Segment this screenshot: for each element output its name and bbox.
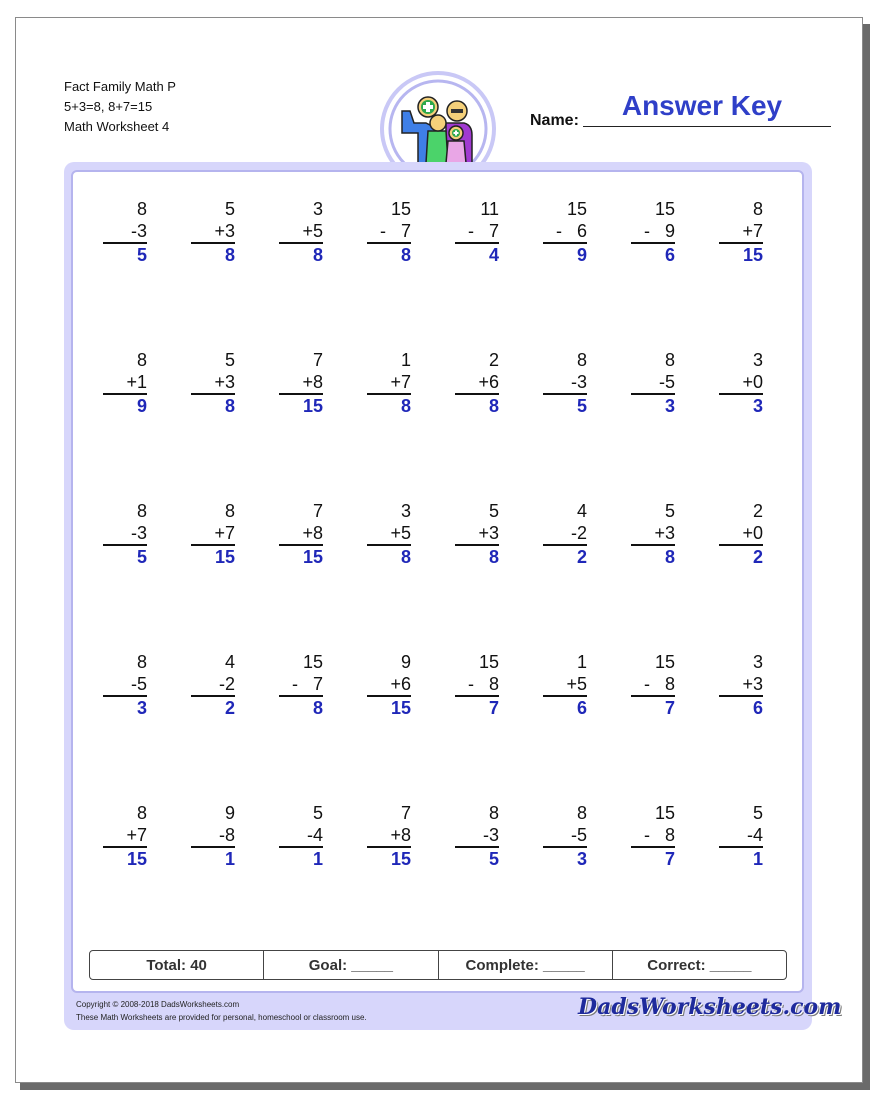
problem-bottom-number: 3 xyxy=(664,523,675,543)
problem-bottom-row xyxy=(719,673,763,695)
problem-bottom-number: 3 xyxy=(576,372,587,392)
problem-operator: - xyxy=(570,372,577,392)
problem-answer: 15 xyxy=(742,245,763,265)
problem-item xyxy=(455,198,499,266)
problem-bottom-number: 7 xyxy=(752,221,763,241)
problem-answer: 7 xyxy=(664,849,675,869)
problem-bottom-row xyxy=(631,522,675,544)
problem-bottom-row xyxy=(367,824,411,846)
problem-bottom-row xyxy=(103,522,147,544)
usage-notice: These Math Worksheets are provided for personal, homeschool or classroom use. xyxy=(76,1013,367,1022)
problem-item xyxy=(279,500,323,568)
problem-top-number: 4 xyxy=(224,652,235,672)
problem-item xyxy=(455,349,499,417)
problem-operator: + xyxy=(742,674,753,694)
problem-answer: 15 xyxy=(302,396,323,416)
problem-operator: - xyxy=(643,221,650,241)
problem-operator: + xyxy=(390,372,401,392)
problem-bottom-row xyxy=(367,371,411,393)
problem-bottom-row xyxy=(367,522,411,544)
problem-bottom-number: 3 xyxy=(224,372,235,392)
problem-bottom-number: 7 xyxy=(136,825,147,845)
problem-operator: - xyxy=(643,825,650,845)
problem-bottom-row xyxy=(631,673,675,695)
problem-operator: - xyxy=(130,523,137,543)
problem-operator: + xyxy=(390,523,401,543)
problem-bottom-number: 6 xyxy=(576,221,587,241)
problem-item xyxy=(719,802,763,870)
problem-bottom-row xyxy=(455,522,499,544)
problem-bottom-row xyxy=(631,824,675,846)
problem-operator: - xyxy=(467,221,474,241)
problem-bottom-number: 7 xyxy=(488,221,499,241)
problem-answer: 8 xyxy=(400,396,411,416)
problem-operator: + xyxy=(302,372,313,392)
problem-item xyxy=(543,802,587,870)
problem-bottom-row xyxy=(279,371,323,393)
problem-answer: 15 xyxy=(126,849,147,869)
problem-operator: + xyxy=(478,523,489,543)
problem-bottom-number: 3 xyxy=(752,674,763,694)
problem-item xyxy=(191,500,235,568)
problem-bottom-row xyxy=(103,824,147,846)
problem-operator: + xyxy=(214,523,225,543)
problem-bottom-row xyxy=(367,220,411,242)
problem-answer: 2 xyxy=(224,698,235,718)
problem-operator: - xyxy=(482,825,489,845)
problem-top-number: 3 xyxy=(312,199,323,219)
problem-item xyxy=(455,802,499,870)
problem-operator: + xyxy=(742,372,753,392)
problem-operator: + xyxy=(742,523,753,543)
problem-item xyxy=(367,198,411,266)
score-tally xyxy=(89,950,787,980)
problem-top-number: 5 xyxy=(752,803,763,823)
problem-operator: - xyxy=(218,674,225,694)
problem-answer: 8 xyxy=(488,396,499,416)
problem-answer: 3 xyxy=(576,849,587,869)
problem-top-number: 8 xyxy=(576,803,587,823)
goal-cell: Goal: _____ xyxy=(263,951,437,979)
problem-bottom-number: 3 xyxy=(488,523,499,543)
problem-bottom-row xyxy=(719,824,763,846)
problem-item xyxy=(279,349,323,417)
problem-bottom-row xyxy=(191,522,235,544)
problem-item xyxy=(191,651,235,719)
problem-bottom-number: 8 xyxy=(224,825,235,845)
problem-operator: - xyxy=(746,825,753,845)
problem-operator: - xyxy=(570,523,577,543)
problem-top-number: 15 xyxy=(654,803,675,823)
problem-top-number: 8 xyxy=(488,803,499,823)
problem-top-number: 2 xyxy=(752,501,763,521)
problem-top-number: 11 xyxy=(480,199,499,219)
problem-top-number: 8 xyxy=(752,199,763,219)
problem-answer: 1 xyxy=(752,849,763,869)
problem-operator: - xyxy=(643,674,650,694)
problem-operator: + xyxy=(566,674,577,694)
problem-operator: - xyxy=(658,372,665,392)
problem-operator: + xyxy=(126,372,137,392)
problem-bottom-row xyxy=(455,673,499,695)
problem-bottom-row xyxy=(191,371,235,393)
problem-bottom-number: 6 xyxy=(488,372,499,392)
problem-item xyxy=(631,651,675,719)
problem-top-number: 5 xyxy=(224,350,235,370)
problem-bottom-row xyxy=(279,220,323,242)
problem-top-number: 3 xyxy=(752,350,763,370)
problem-bottom-row xyxy=(719,522,763,544)
problem-top-number: 1 xyxy=(576,652,587,672)
worksheet-header xyxy=(64,77,176,137)
problem-bottom-number: 2 xyxy=(576,523,587,543)
problem-top-number: 7 xyxy=(400,803,411,823)
problem-answer: 8 xyxy=(664,547,675,567)
brand-logo: DadsWorksheets.com xyxy=(578,994,842,1020)
problem-bottom-number: 0 xyxy=(752,372,763,392)
problem-top-number: 8 xyxy=(136,652,147,672)
problem-bottom-row xyxy=(543,673,587,695)
problem-answer: 9 xyxy=(576,245,587,265)
problem-bottom-number: 5 xyxy=(576,825,587,845)
correct-cell: Correct: _____ xyxy=(612,951,786,979)
problem-bottom-row xyxy=(631,220,675,242)
problem-bottom-row xyxy=(719,220,763,242)
problem-bottom-number: 8 xyxy=(664,674,675,694)
problem-top-number: 8 xyxy=(136,350,147,370)
problem-operator: + xyxy=(302,221,313,241)
problems-area xyxy=(71,170,804,993)
problem-operator: - xyxy=(570,825,577,845)
problem-answer: 3 xyxy=(664,396,675,416)
problem-bottom-row xyxy=(367,673,411,695)
problem-bottom-row xyxy=(279,522,323,544)
problem-answer: 15 xyxy=(390,849,411,869)
problem-item xyxy=(631,349,675,417)
problem-top-number: 15 xyxy=(390,199,411,219)
answer-key-label: Answer Key xyxy=(621,90,783,121)
problem-item xyxy=(279,651,323,719)
problem-bottom-row xyxy=(191,220,235,242)
problem-answer: 8 xyxy=(488,547,499,567)
problem-bottom-row xyxy=(279,673,323,695)
problem-item xyxy=(191,198,235,266)
problem-item xyxy=(103,198,147,266)
problem-bottom-number: 8 xyxy=(664,825,675,845)
problem-item xyxy=(543,500,587,568)
problem-answer: 1 xyxy=(312,849,323,869)
problem-top-number: 4 xyxy=(576,501,587,521)
problem-bottom-number: 1 xyxy=(136,372,147,392)
problem-bottom-number: 3 xyxy=(224,221,235,241)
worksheet-subtitle: Math Worksheet 4 xyxy=(64,119,170,134)
problem-answer: 15 xyxy=(302,547,323,567)
problem-item xyxy=(719,651,763,719)
problem-bottom-row xyxy=(543,371,587,393)
problem-operator: + xyxy=(390,674,401,694)
problem-operator: - xyxy=(306,825,313,845)
problem-top-number: 5 xyxy=(224,199,235,219)
problem-top-number: 8 xyxy=(136,199,147,219)
problem-operator: - xyxy=(291,674,298,694)
problem-answer: 8 xyxy=(224,245,235,265)
fact-family-facts: 5+3=8, 8+7=15 xyxy=(64,99,153,114)
problem-operator: - xyxy=(130,674,137,694)
problem-bottom-row xyxy=(455,220,499,242)
problem-item xyxy=(631,500,675,568)
problem-top-number: 9 xyxy=(224,803,235,823)
problem-bottom-number: 5 xyxy=(136,674,147,694)
problem-bottom-row xyxy=(103,673,147,695)
problem-operator: - xyxy=(555,221,562,241)
problem-bottom-row xyxy=(455,371,499,393)
problem-answer: 8 xyxy=(400,547,411,567)
problem-operator: + xyxy=(214,221,225,241)
problem-bottom-number: 5 xyxy=(400,523,411,543)
problem-bottom-number: 5 xyxy=(576,674,587,694)
problem-operator: + xyxy=(390,825,401,845)
problem-bottom-row xyxy=(103,371,147,393)
problem-top-number: 15 xyxy=(566,199,587,219)
problem-bottom-number: 5 xyxy=(664,372,675,392)
problem-item xyxy=(719,500,763,568)
problem-item xyxy=(543,198,587,266)
problem-bottom-number: 4 xyxy=(312,825,323,845)
problem-bottom-number: 7 xyxy=(224,523,235,543)
problem-item xyxy=(543,349,587,417)
problem-answer: 15 xyxy=(214,547,235,567)
problem-operator: + xyxy=(742,221,753,241)
problem-operator: + xyxy=(654,523,665,543)
problem-answer: 5 xyxy=(136,547,147,567)
problem-answer: 2 xyxy=(752,547,763,567)
problem-bottom-row xyxy=(191,673,235,695)
problem-item xyxy=(719,198,763,266)
problem-bottom-row xyxy=(719,371,763,393)
problem-item xyxy=(455,651,499,719)
problem-bottom-number: 8 xyxy=(312,372,323,392)
problem-bottom-number: 3 xyxy=(136,523,147,543)
name-line xyxy=(583,126,831,127)
problem-answer: 3 xyxy=(136,698,147,718)
problem-bottom-number: 3 xyxy=(136,221,147,241)
problem-answer: 9 xyxy=(136,396,147,416)
problem-bottom-number: 9 xyxy=(664,221,675,241)
problem-bottom-number: 8 xyxy=(400,825,411,845)
problem-item xyxy=(367,651,411,719)
problem-answer: 8 xyxy=(400,245,411,265)
problem-bottom-row xyxy=(543,220,587,242)
problem-item xyxy=(367,500,411,568)
problem-top-number: 5 xyxy=(488,501,499,521)
problem-answer: 6 xyxy=(664,245,675,265)
problem-operator: + xyxy=(302,523,313,543)
footer-text xyxy=(76,998,367,1024)
problem-item xyxy=(367,802,411,870)
problem-answer: 3 xyxy=(752,396,763,416)
problem-bottom-row xyxy=(455,824,499,846)
problem-answer: 7 xyxy=(488,698,499,718)
problem-top-number: 7 xyxy=(312,501,323,521)
problem-bottom-number: 6 xyxy=(400,674,411,694)
problem-item xyxy=(719,349,763,417)
name-label: Name: xyxy=(530,112,579,129)
problem-item xyxy=(543,651,587,719)
problem-item xyxy=(103,651,147,719)
problem-operator: - xyxy=(467,674,474,694)
problem-bottom-number: 7 xyxy=(400,372,411,392)
problem-bottom-row xyxy=(279,824,323,846)
problem-top-number: 3 xyxy=(752,652,763,672)
problem-bottom-number: 2 xyxy=(224,674,235,694)
worksheet-title: Fact Family Math P xyxy=(64,79,176,94)
problem-item xyxy=(103,500,147,568)
problem-answer: 8 xyxy=(224,396,235,416)
complete-cell: Complete: _____ xyxy=(438,951,612,979)
problem-bottom-row xyxy=(191,824,235,846)
problem-operator: - xyxy=(218,825,225,845)
problem-top-number: 8 xyxy=(576,350,587,370)
problem-answer: 6 xyxy=(752,698,763,718)
problem-item xyxy=(191,802,235,870)
problem-answer: 7 xyxy=(664,698,675,718)
problem-top-number: 15 xyxy=(654,199,675,219)
problem-answer: 2 xyxy=(576,547,587,567)
problem-top-number: 8 xyxy=(136,501,147,521)
problem-bottom-number: 7 xyxy=(312,674,323,694)
problem-item xyxy=(455,500,499,568)
copyright-line: Copyright © 2008-2018 DadsWorksheets.com xyxy=(76,1000,240,1009)
problem-operator: - xyxy=(379,221,386,241)
problem-answer: 5 xyxy=(488,849,499,869)
problem-bottom-row xyxy=(543,824,587,846)
problem-bottom-row xyxy=(103,220,147,242)
problem-top-number: 3 xyxy=(400,501,411,521)
problem-answer: 1 xyxy=(224,849,235,869)
problem-operator: + xyxy=(214,372,225,392)
problem-bottom-number: 8 xyxy=(312,523,323,543)
total-cell: Total: 40 xyxy=(146,956,207,974)
problem-top-number: 7 xyxy=(312,350,323,370)
problem-bottom-number: 7 xyxy=(400,221,411,241)
problem-bottom-row xyxy=(631,371,675,393)
problem-answer: 8 xyxy=(312,698,323,718)
problem-answer: 5 xyxy=(136,245,147,265)
problem-bottom-row xyxy=(543,522,587,544)
problem-bottom-number: 3 xyxy=(488,825,499,845)
problem-bottom-number: 8 xyxy=(488,674,499,694)
problem-item xyxy=(103,349,147,417)
problem-top-number: 15 xyxy=(478,652,499,672)
problem-item xyxy=(279,198,323,266)
problem-top-number: 5 xyxy=(312,803,323,823)
problem-operator: - xyxy=(130,221,137,241)
problem-top-number: 2 xyxy=(488,350,499,370)
problem-answer: 8 xyxy=(312,245,323,265)
problem-item xyxy=(631,198,675,266)
problem-top-number: 1 xyxy=(400,350,411,370)
problem-bottom-number: 4 xyxy=(752,825,763,845)
problem-top-number: 8 xyxy=(664,350,675,370)
problem-operator: + xyxy=(478,372,489,392)
problem-item xyxy=(367,349,411,417)
problem-item xyxy=(191,349,235,417)
problem-bottom-number: 0 xyxy=(752,523,763,543)
problem-operator: + xyxy=(126,825,137,845)
problem-item xyxy=(631,802,675,870)
problem-top-number: 9 xyxy=(400,652,411,672)
problem-bottom-number: 5 xyxy=(312,221,323,241)
problem-top-number: 8 xyxy=(136,803,147,823)
problem-top-number: 15 xyxy=(654,652,675,672)
problem-answer: 4 xyxy=(488,245,499,265)
problem-answer: 15 xyxy=(390,698,411,718)
problem-answer: 6 xyxy=(576,698,587,718)
problem-top-number: 5 xyxy=(664,501,675,521)
problem-top-number: 8 xyxy=(224,501,235,521)
problem-answer: 5 xyxy=(576,396,587,416)
problem-item xyxy=(279,802,323,870)
problem-item xyxy=(103,802,147,870)
problem-top-number: 15 xyxy=(302,652,323,672)
